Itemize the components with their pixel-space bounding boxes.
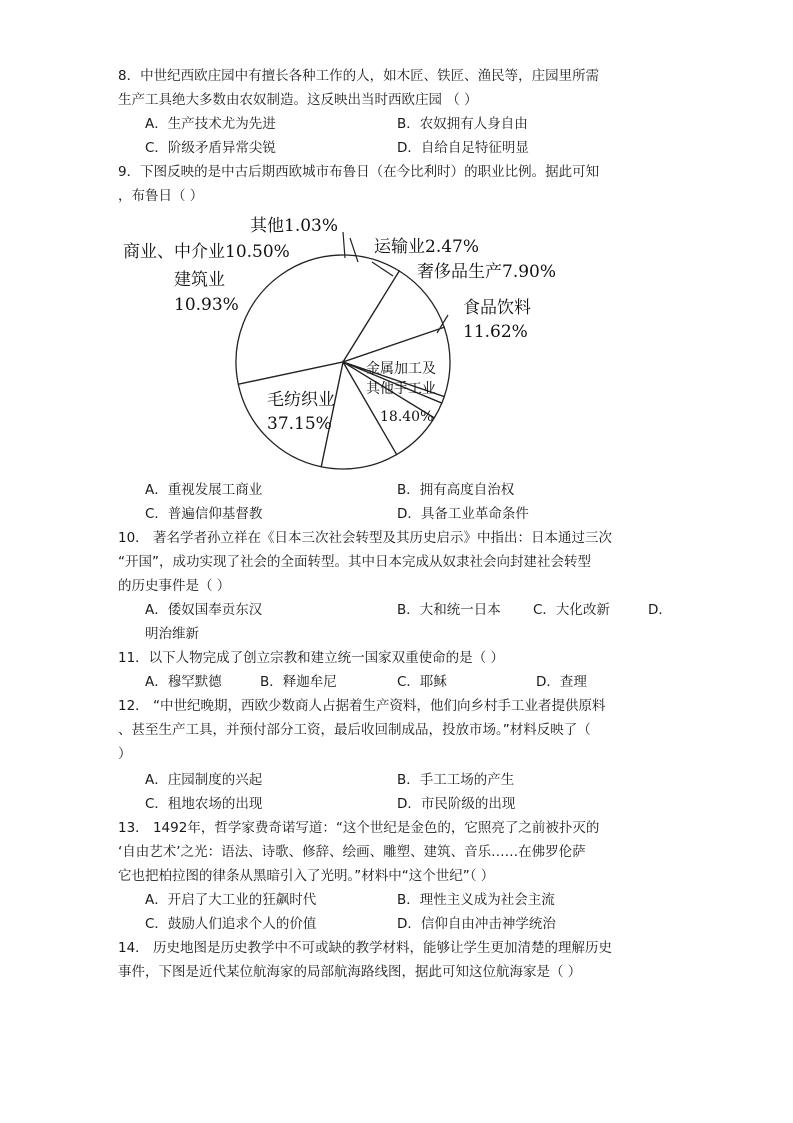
q13-stem-line1: 13． 1492年，哲学家费奇诺写道：“这个世纪是金色的，它照亮了之前被扑灭的 bbox=[118, 820, 600, 836]
label-other: 其他1.03% bbox=[250, 216, 339, 236]
label-construction-value: 10.93% bbox=[174, 295, 239, 315]
q9-option-b: B．拥有高度自治权 bbox=[397, 482, 515, 498]
q8-option-c: C．阶级矛盾异常尖锐 bbox=[145, 140, 276, 156]
q14-stem-line1: 14． 历史地图是历史教学中不可或缺的教学材料，能够让学生更加清楚的理解历史 bbox=[118, 940, 612, 956]
q12-option-c: C．租地农场的出现 bbox=[145, 796, 263, 812]
label-food-value: 11.62% bbox=[463, 322, 528, 342]
q11-option-d: D．查理 bbox=[536, 674, 587, 690]
q9-option-c: C．普遍信仰基督教 bbox=[145, 506, 263, 522]
q9-stem-line2: ，布鲁日（ ） bbox=[118, 188, 204, 204]
label-metal-line2: 其他手工业 bbox=[366, 381, 436, 397]
q13-stem-line3: 它也把柏拉图的律条从黑暗引入了光明。”材料中“这个世纪”（ ） bbox=[118, 868, 495, 884]
q10-option-c: C．大化改新 bbox=[533, 602, 610, 618]
q11-option-b: B．释迦牟尼 bbox=[260, 674, 337, 690]
leader-line-0 bbox=[343, 232, 345, 258]
q10-option-a: A．倭奴国奉贡东汉 bbox=[145, 602, 263, 618]
label-food-name: 食品饮料 bbox=[463, 298, 531, 318]
q11-stem: 11．以下人物完成了创立宗教和建立统一国家双重使命的是（ ） bbox=[118, 650, 504, 666]
q10-stem-line2: “开国”，成功实现了社会的全面转型。其中日本完成从奴隶社会向封建社会转型 bbox=[118, 554, 591, 570]
q12-stem-line1: 12． “中世纪晚期，西欧少数商人占据着生产资料，他们向乡村手工业者提供原料 bbox=[118, 698, 606, 714]
q10-option-d-letter: D． bbox=[648, 602, 672, 618]
q12-stem-line3: ） bbox=[118, 746, 132, 762]
label-wool-name: 毛纺织业 bbox=[267, 390, 335, 410]
q12-option-d: D．市民阶级的出现 bbox=[397, 796, 516, 812]
label-luxury: 奢侈品生产7.90% bbox=[417, 262, 557, 282]
q8-option-b: B．农奴拥有人身自由 bbox=[397, 116, 528, 132]
label-metal-line1: 金属加工及 bbox=[366, 361, 436, 377]
q12-stem-line2: 、甚至生产工具，并预付部分工资，最后收回制成品，投放市场。”材料反映了（ bbox=[118, 722, 591, 738]
label-transport: 运输业2.47% bbox=[374, 237, 480, 257]
q13-stem-line2: ‘自由艺术’之光：语法、诗歌、修辞、绘画、雕塑、建筑、音乐……在佛罗伦萨 bbox=[118, 844, 586, 860]
q8-stem-line1: 8．中世纪西欧庄园中有擅长各种工作的人，如木匠、铁匠、渔民等，庄园里所需 bbox=[118, 68, 600, 84]
q9-option-a: A．重视发展工商业 bbox=[145, 482, 263, 498]
q10-stem-line3: 的历史事件是（ ） bbox=[118, 578, 231, 594]
label-wool-value: 37.15% bbox=[267, 414, 332, 434]
label-construction-name: 建筑业 bbox=[174, 270, 225, 290]
q13-option-b: B．理性主义成为社会主流 bbox=[397, 892, 555, 908]
q13-option-a: A．开启了大工业的狂飙时代 bbox=[145, 892, 317, 908]
q8-option-a: A．生产技术尤为先进 bbox=[145, 116, 276, 132]
q10-option-d-text: 明治维新 bbox=[145, 626, 199, 642]
q8-option-d: D．自给自足特征明显 bbox=[397, 140, 529, 156]
q11-option-a: A．穆罕默德 bbox=[145, 674, 222, 690]
q13-option-d: D．信仰自由冲击神学统治 bbox=[397, 916, 556, 932]
q13-option-c: C．鼓励人们追求个人的价值 bbox=[145, 916, 317, 932]
q12-option-b: B．手工工场的产生 bbox=[397, 772, 515, 788]
q11-option-c: C．耶稣 bbox=[397, 674, 447, 690]
q9-stem-line1: 9．下图反映的是中古后期西欧城市布鲁日（在今比利时）的职业比例。据此可知 bbox=[118, 164, 600, 180]
q10-option-b: B．大和统一日本 bbox=[397, 602, 501, 618]
q9-option-d: D．具备工业革命条件 bbox=[397, 506, 529, 522]
label-commerce: 商业、中介业10.50% bbox=[123, 242, 290, 262]
q14-stem-line2: 事件，下图是近代某位航海家的局部航海路线图，据此可知这位航海家是（ ） bbox=[118, 964, 582, 980]
q12-option-a: A．庄园制度的兴起 bbox=[145, 772, 263, 788]
q8-stem-line2: 生产工具绝大多数由农奴制造。这反映出当时西欧庄园 （ ） bbox=[118, 92, 478, 108]
label-metal-value: 18.40% bbox=[380, 409, 434, 425]
q10-stem-line1: 10． 著名学者孙立祥在《日本三次社会转型及其历史启示》中指出：日本通过三次 bbox=[118, 530, 612, 546]
